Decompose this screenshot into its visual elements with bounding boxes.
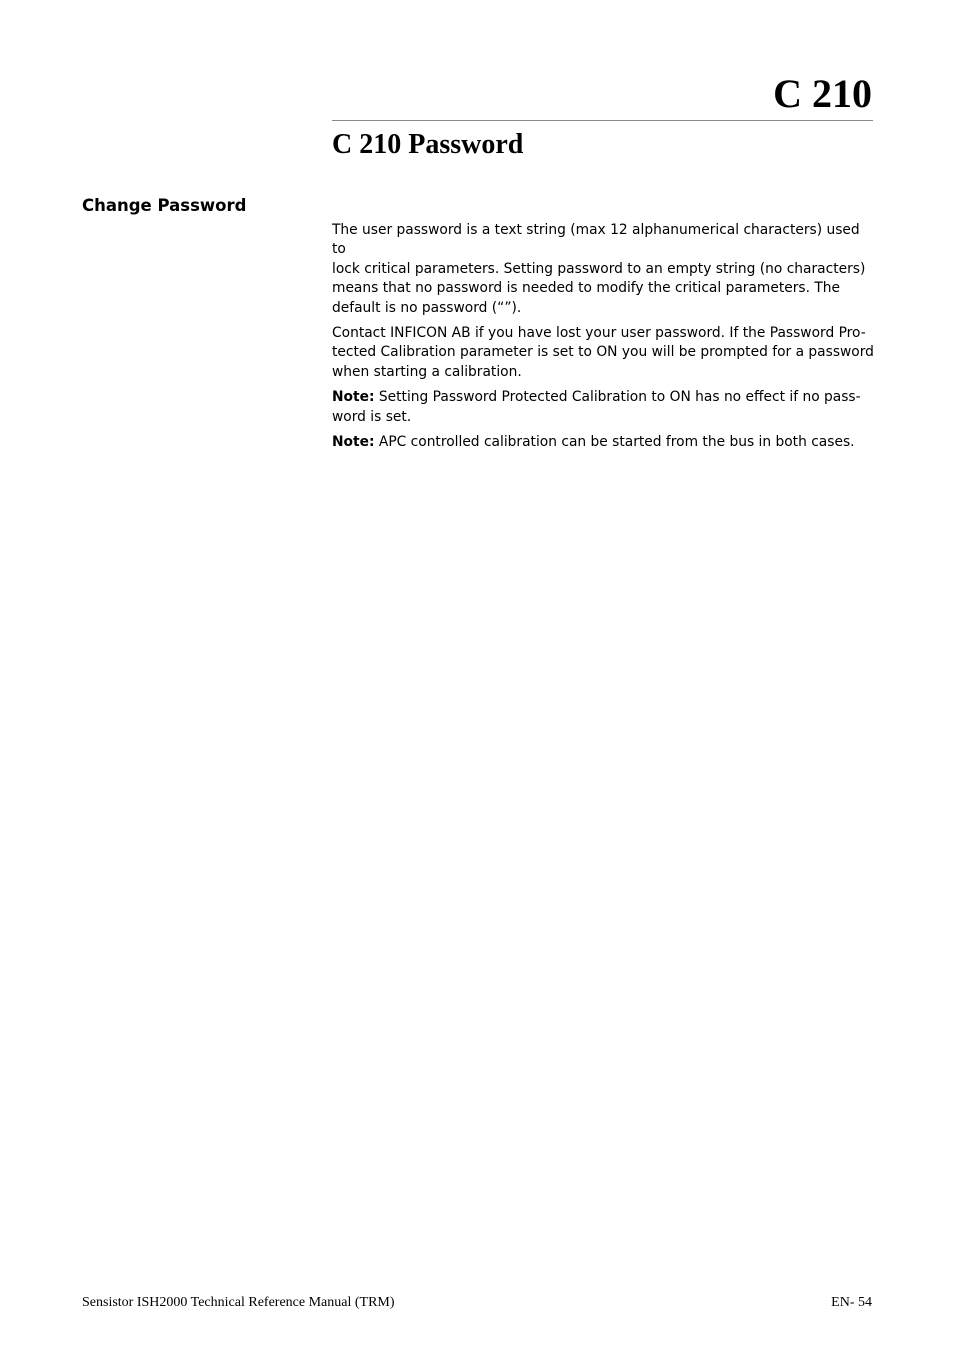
- note-password-protected-calibration: [332, 388, 877, 427]
- note-text: word is set.: [332, 408, 412, 425]
- paragraph-password-description: [332, 221, 877, 318]
- note-apc-calibration: [332, 433, 877, 452]
- footer-manual-title: Sensistor ISH2000 Technical Reference Manual (TRM): [82, 1295, 395, 1310]
- note-label: Note:: [332, 434, 375, 451]
- paragraph-line: default is no password (“”).: [332, 299, 522, 316]
- note-text: APC controlled calibration can be started from the bus in both cases.: [374, 434, 855, 451]
- footer-page-number: EN- 54: [831, 1295, 872, 1310]
- chapter-title: C 210: [773, 71, 872, 116]
- section-title: C 210 Password: [332, 129, 524, 160]
- paragraph-line: tected Calibration parameter is set to ON you will be prompted for a password: [332, 344, 874, 361]
- paragraph-line: The user password is a text string (max 12 alphanumerical characters) used to: [332, 222, 860, 258]
- paragraph-lost-password: [332, 324, 877, 382]
- paragraph-line: Contact INFICON AB if you have lost your user password. If the Password Pro-: [332, 325, 866, 342]
- paragraph-line: means that no password is needed to modify the critical parameters. The: [332, 280, 841, 297]
- body-text: [332, 221, 877, 458]
- note-label: Note:: [332, 389, 375, 406]
- paragraph-line: when starting a calibration.: [332, 363, 522, 380]
- paragraph-line: lock critical parameters. Setting password to an empty string (no characters): [332, 260, 866, 277]
- chapter-divider: [332, 120, 873, 121]
- subheading-change-password: Change Password: [82, 196, 247, 215]
- note-text: Setting Password Protected Calibration to ON has no effect if no pass-: [374, 389, 861, 406]
